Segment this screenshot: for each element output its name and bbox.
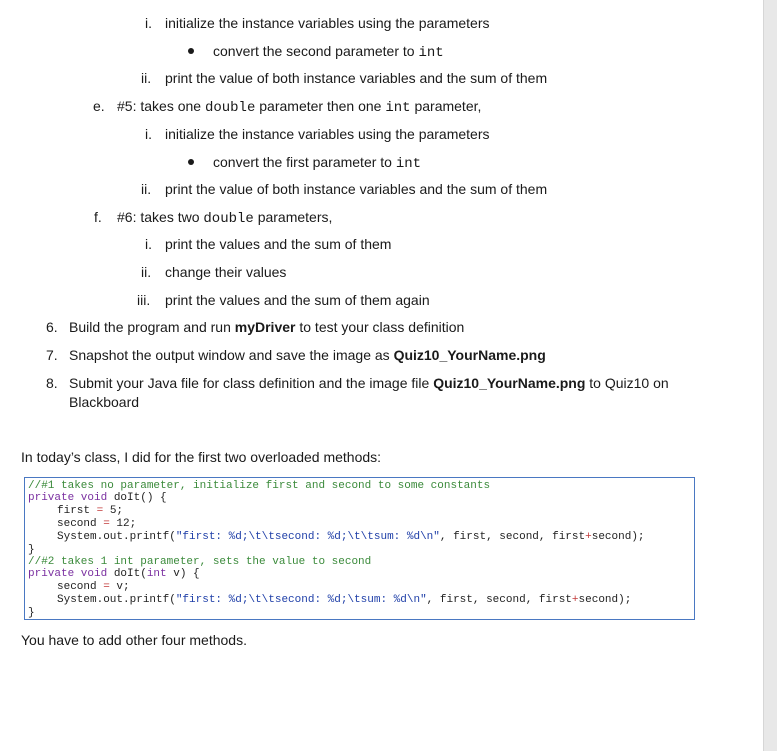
- code-token: v) {: [166, 568, 200, 580]
- instruction-text: change their values: [165, 264, 287, 280]
- code-token: second: [57, 518, 104, 530]
- code-token: second: [57, 581, 104, 593]
- code-operator: =: [103, 518, 110, 530]
- instruction-text: [117, 208, 332, 228]
- code-line: }: [28, 544, 35, 556]
- code-keyword: private void: [28, 492, 108, 504]
- list-number: i.: [145, 236, 152, 252]
- code-token: , first, second, first: [426, 594, 572, 606]
- list-number: 8.: [46, 375, 58, 391]
- code-token: 5;: [103, 505, 124, 517]
- list-number: i.: [145, 126, 152, 142]
- list-number: i.: [145, 15, 152, 31]
- code-token: doIt() {: [107, 492, 167, 504]
- footer-text: You have to add other four methods.: [21, 632, 247, 648]
- code-word: double: [203, 211, 254, 227]
- code-line: [57, 581, 130, 593]
- code-line: [57, 531, 645, 543]
- instruction-text: print the value of both instance variables and the sum of them: [165, 70, 548, 86]
- instruction-text: print the values and the sum of them again: [165, 292, 430, 308]
- instruction-text: [117, 97, 481, 117]
- code-comment: //#2 takes 1 int parameter, sets the value to second: [28, 556, 372, 568]
- text-segment: Build the program and run: [69, 319, 235, 335]
- text-segment: parameters,: [253, 209, 333, 225]
- code-token: first: [57, 505, 97, 517]
- code-token: v;: [109, 581, 130, 593]
- instruction-text: initialize the instance variables using the parameters: [165, 15, 490, 31]
- text-segment: #6: takes two: [117, 209, 204, 225]
- code-line: [57, 594, 631, 606]
- code-line: [28, 568, 200, 580]
- code-token: System.out.printf(: [57, 594, 176, 606]
- code-token: , first, second, first: [439, 531, 586, 543]
- code-token: System.out.printf(: [57, 531, 176, 543]
- code-word: int: [418, 45, 444, 61]
- instruction-text: [69, 374, 669, 392]
- code-line: }: [28, 607, 35, 619]
- instruction-text: [213, 153, 421, 173]
- code-line: [28, 492, 167, 504]
- vertical-scrollbar[interactable]: [763, 0, 777, 751]
- code-line: [57, 505, 123, 517]
- code-keyword: private void: [28, 568, 108, 580]
- code-word: double: [204, 100, 256, 116]
- code-word: int: [385, 100, 411, 116]
- code-operator: +: [585, 531, 592, 543]
- code-comment: //#1 takes no parameter, initialize first and second to some constants: [28, 480, 491, 492]
- text-segment: to Quiz10 on: [585, 375, 669, 391]
- list-letter: f.: [94, 209, 102, 225]
- instruction-text: Blackboard: [69, 394, 140, 410]
- intro-text: In today’s class, I did for the first two overloaded methods:: [21, 449, 382, 465]
- code-word: int: [395, 156, 422, 172]
- list-number: 7.: [46, 347, 58, 363]
- list-number: ii.: [141, 70, 152, 86]
- list-number: 6.: [46, 319, 58, 335]
- text-segment: to test your class definition: [295, 319, 465, 335]
- text-segment: convert the second parameter to: [213, 43, 419, 59]
- bullet-icon: [188, 48, 194, 54]
- text-segment: Snapshot the output window and save the image as: [69, 347, 394, 363]
- list-number: iii.: [137, 292, 151, 308]
- instruction-text: print the value of both instance variables and the sum of them: [165, 181, 548, 197]
- list-number: ii.: [141, 264, 152, 280]
- code-operator: =: [103, 581, 110, 593]
- instruction-text: initialize the instance variables using the parameters: [165, 126, 490, 142]
- instruction-text: [69, 346, 546, 364]
- text-segment: #5: takes one: [117, 98, 205, 114]
- code-keyword: int: [146, 568, 167, 580]
- instruction-text: [213, 42, 444, 62]
- code-string: "first: %d;\t\tsecond: %d;\t\tsum: %d\n": [175, 531, 440, 543]
- list-number: ii.: [141, 181, 152, 197]
- list-letter: e.: [93, 98, 105, 114]
- emphasis-text: Quiz10_YourName.png: [433, 375, 586, 391]
- instruction-text: [69, 318, 464, 336]
- text-segment: convert the first parameter to: [213, 154, 396, 170]
- instruction-text: print the values and the sum of them: [165, 236, 392, 252]
- bullet-icon: [188, 159, 194, 165]
- code-string: "first: %d;\t\tsecond: %d;\tsum: %d\n": [175, 594, 427, 606]
- code-block: [24, 477, 695, 620]
- text-segment: Submit your Java file for class definition and the image file: [69, 375, 434, 391]
- code-token: 12;: [109, 518, 137, 530]
- text-segment: parameter then one: [255, 98, 386, 114]
- code-token: second);: [591, 531, 645, 543]
- emphasis-text: myDriver: [234, 319, 296, 335]
- text-segment: parameter,: [410, 98, 482, 114]
- emphasis-text: Quiz10_YourName.png: [393, 347, 546, 363]
- code-line: [57, 518, 136, 530]
- code-operator: +: [571, 594, 579, 606]
- code-token: doIt(: [107, 568, 147, 580]
- code-token: second);: [578, 594, 632, 606]
- code-operator: =: [96, 505, 104, 517]
